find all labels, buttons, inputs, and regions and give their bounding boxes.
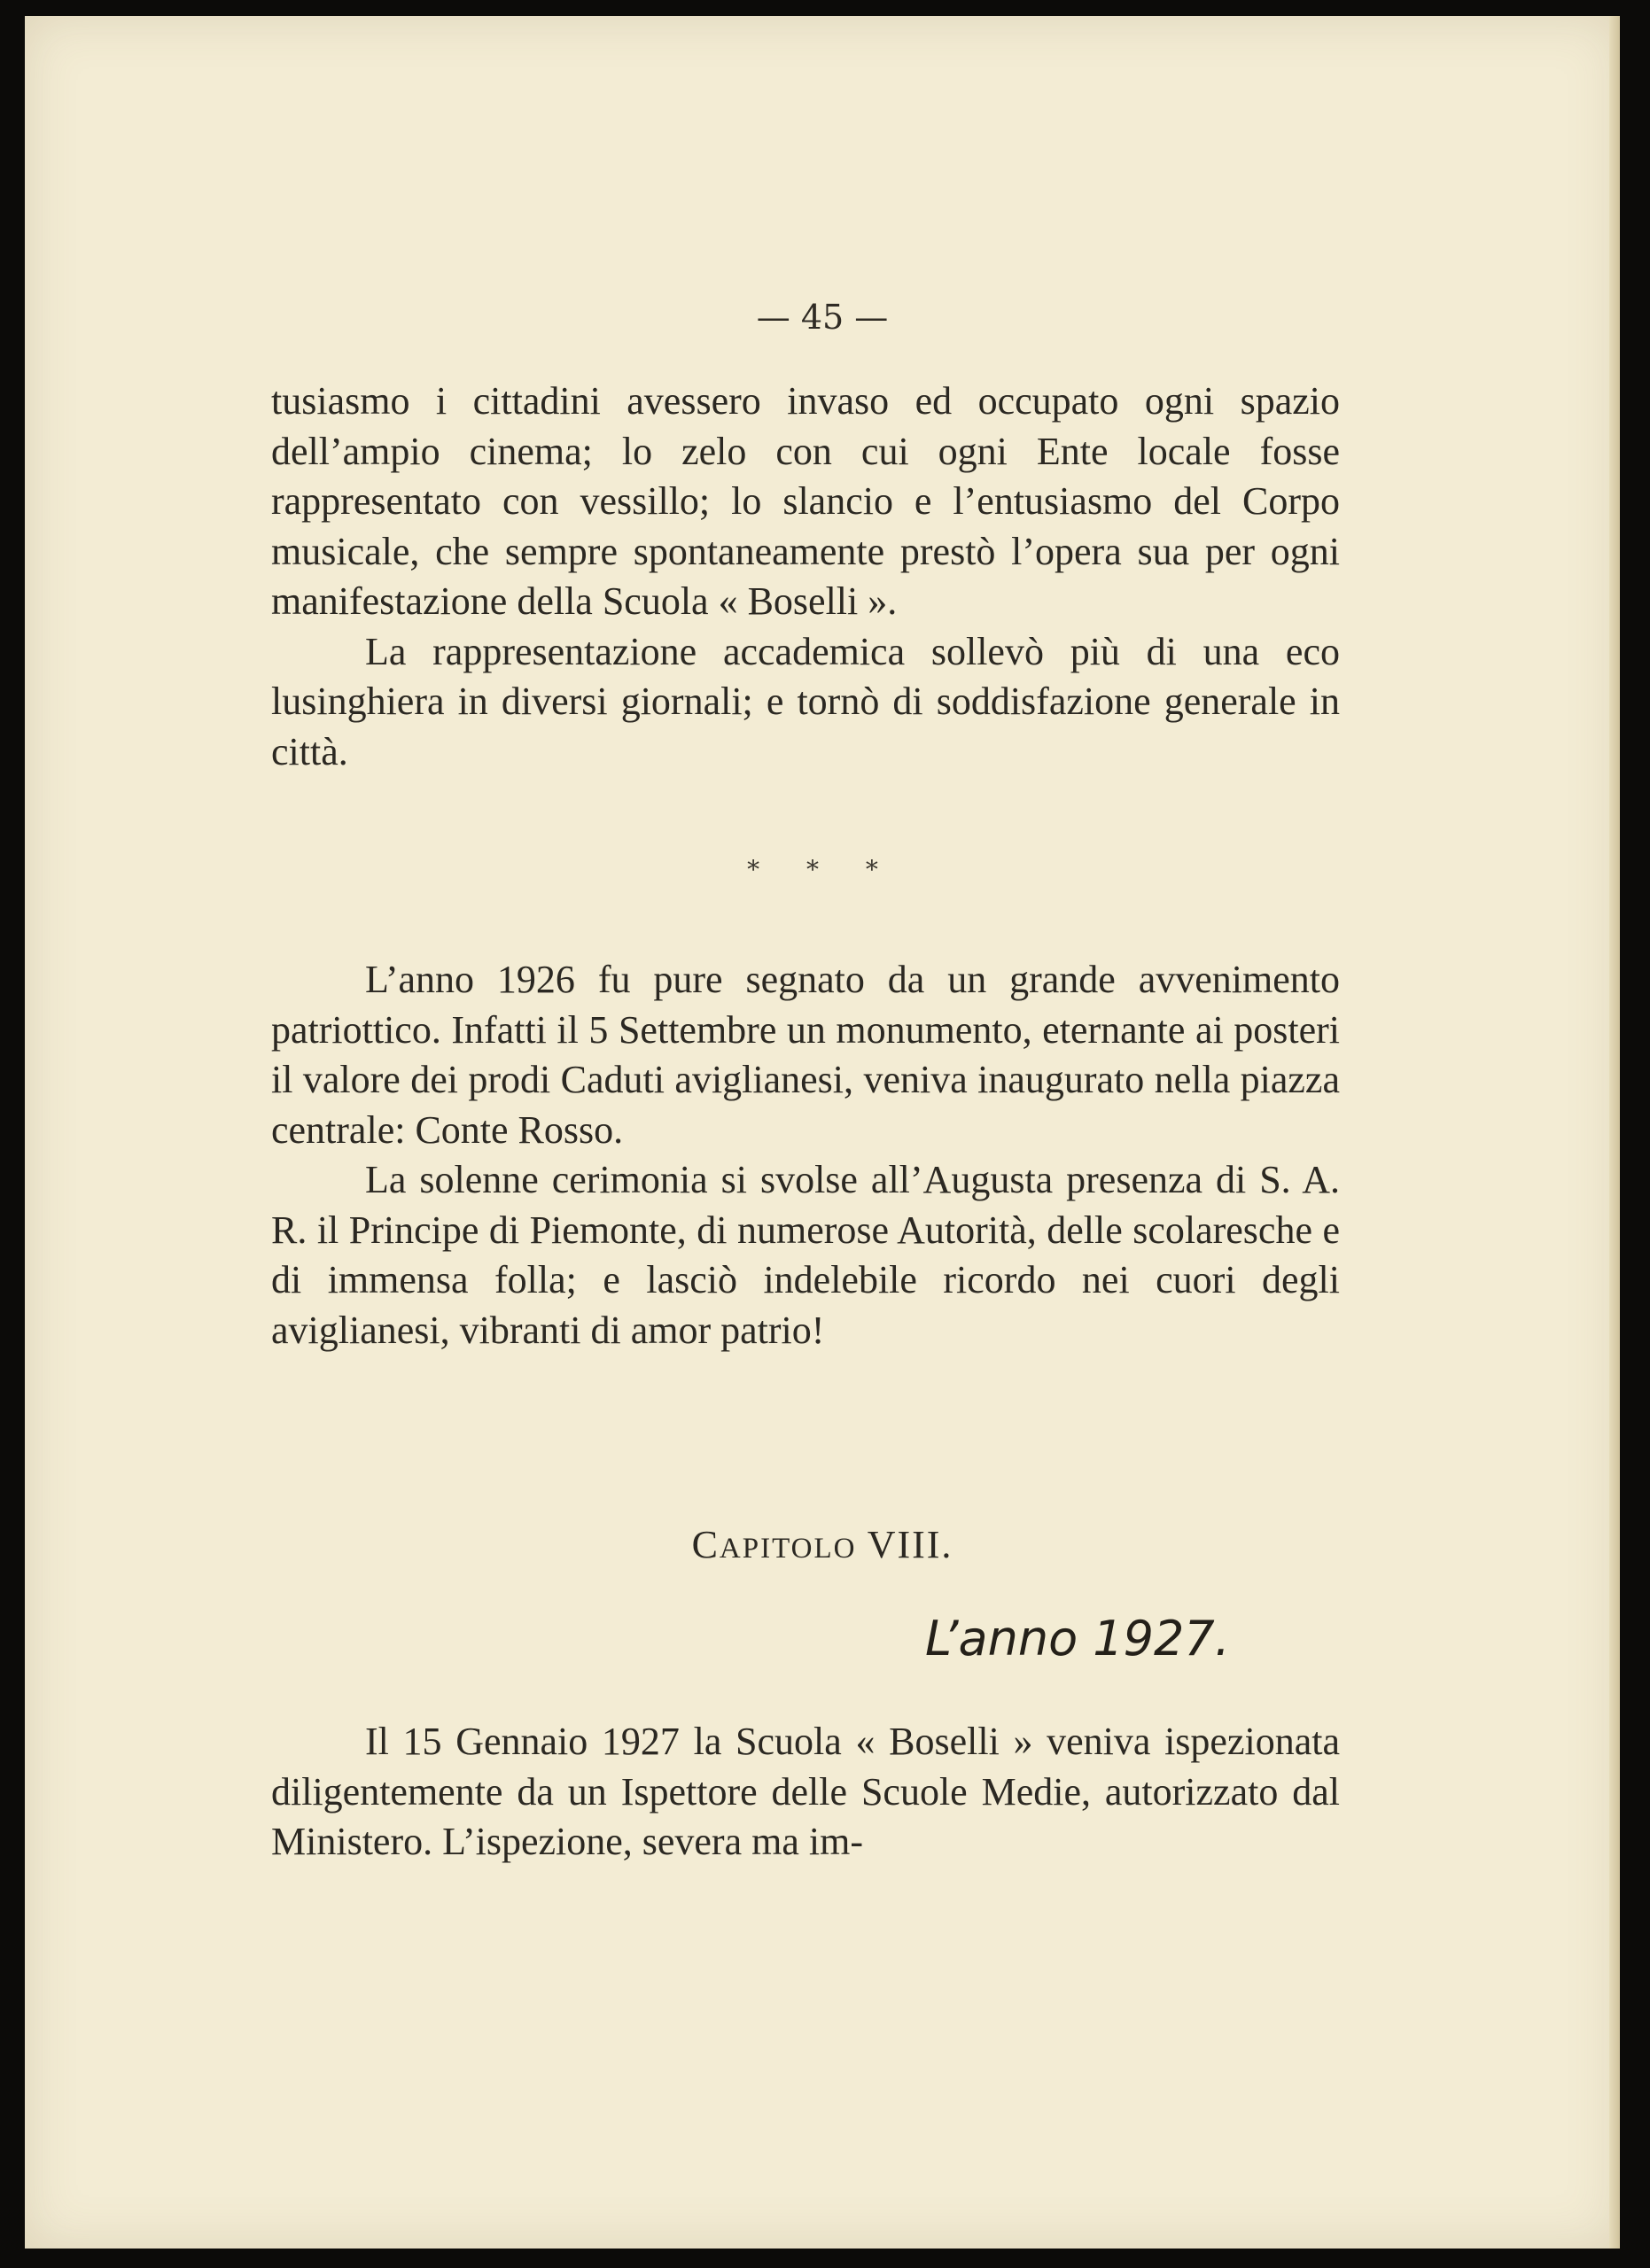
paragraph: Il 15 Gennaio 1927 la Scuola « Boselli » veniva ispezionata diligentemente da un Ispettore delle Scuole Medie, autorizzato dal Ministero. L’ispezione, severa ma im- [271,1720,1340,1863]
chapter-heading [25,1522,1620,1567]
chapter-word: APITOLO [719,1533,857,1565]
chapter-title: L’anno 1927. [925,1611,1230,1666]
page-number: — 45 — [756,298,889,337]
book-page [25,16,1620,2249]
section-separator: * * * [747,855,898,884]
text-block-3 [271,1717,1340,1868]
chapter-numeral: VIII. [867,1523,953,1566]
paragraph: La rappresentazione accademica sollevò più di una eco lusinghiera in diversi giornali; e tornò di soddisfazione generale in città. [271,629,1340,773]
paragraph: L’anno 1926 fu pure segnato da un grande avvenimento patriottico. Infatti il 5 Settembre un monumento, eternante ai posteri il valore dei prodi Caduti aviglianesi, veniva inaugurato nella piazza centrale: Conte Rosso. [271,958,1340,1152]
paragraph: La solenne cerimonia si svolse all’Augusta presenza di S. A. R. il Principe di Piemonte, di numerose Autorità, delle scolaresche e di immensa folla; e lasciò indelebile ricordo nei cuori degli aviglianesi, vibranti di amor patrio! [271,1158,1340,1352]
chapter-initial: C [691,1523,720,1566]
paragraph: tusiasmo i cittadini avessero invaso ed occupato ogni spazio dell’ampio cinema; lo zelo con cui ogni Ente locale fosse rappresentato con vessillo; lo slancio e l’entusiasmo del Corpo musicale, che sempre spontaneamente prestò l’opera sua per ogni manifestazione della Scuola « Boselli ». [271,379,1340,623]
text-block-1 [271,377,1340,777]
text-block-2 [271,955,1340,1355]
